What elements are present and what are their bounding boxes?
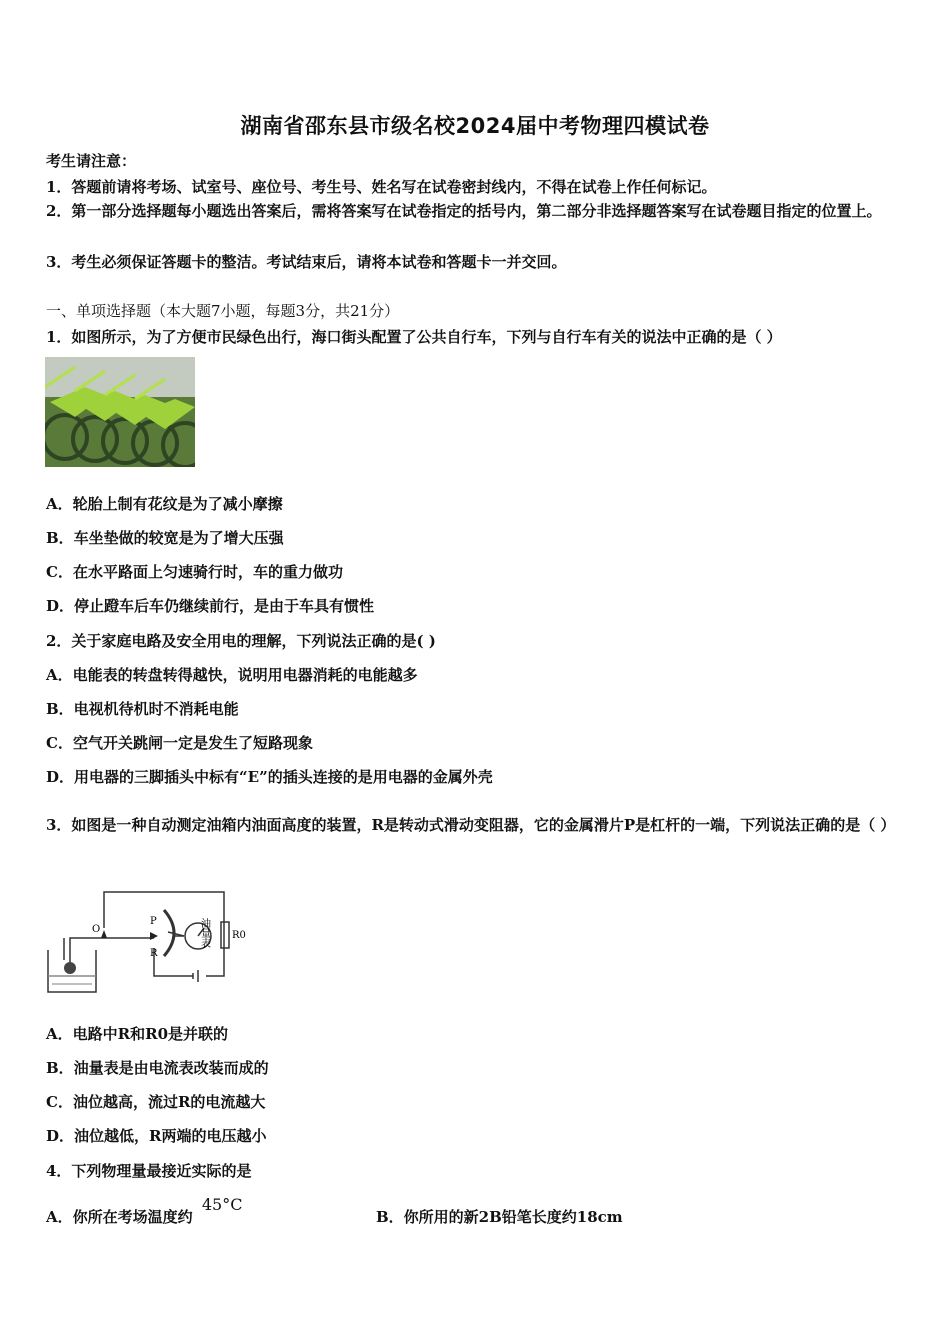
q3-stem: 3．如图是一种自动测定油箱内油面高度的装置，R是转动式滑动变阻器，它的金属滑片P是杠杆的一端，下列说法正确的是（ ） <box>46 816 896 834</box>
q1-option-a: A．轮胎上制有花纹是为了减小摩擦 <box>46 495 283 513</box>
label-o: O <box>92 924 101 935</box>
q1-option-d: D．停止蹬车后车仍继续前行，是由于车具有惯性 <box>46 597 375 615</box>
oil-gauge-circuit-diagram <box>46 888 256 998</box>
page-title: 湖南省邵东县市级名校2024届中考物理四模试卷 <box>240 114 710 138</box>
label-p: P <box>150 916 157 927</box>
label-meter: 油量表 <box>198 918 210 948</box>
q1-stem: 1．如图所示，为了方便市民绿色出行，海口街头配置了公共自行车，下列与自行车有关的说法中正确的是（ ） <box>46 328 782 346</box>
notice-item-1: 1．答题前请将考场、试室号、座位号、考生号、姓名写在试卷密封线内，不得在试卷上作任何标记。 <box>46 178 717 196</box>
notice-item-3: 3．考生必须保证答题卡的整洁。考试结束后，请将本试卷和答题卡一并交回。 <box>46 253 567 271</box>
q1-option-b: B．车坐垫做的较宽是为了增大压强 <box>46 529 284 547</box>
q4-option-a-text: A．你所在考场温度约 <box>46 1208 193 1226</box>
q3-option-d: D．油位越低，R两端的电压越小 <box>46 1127 267 1145</box>
q2-option-a: A．电能表的转盘转得越快，说明用电器消耗的电能越多 <box>46 666 418 684</box>
q1-option-c: C．在水平路面上匀速骑行时，车的重力做功 <box>46 563 343 581</box>
notice-item-2: 2．第一部分选择题每小题选出答案后，需将答案写在试卷指定的括号内，第二部分非选择题答案写在试卷题目指定的位置上。 <box>46 202 882 220</box>
q3-option-a: A．电路中R和R0是并联的 <box>46 1025 229 1043</box>
section-heading: 一、单项选择题（本大题7小题，每题3分，共21分） <box>46 302 400 320</box>
circuit-diagram-image <box>46 888 256 998</box>
label-r0: R0 <box>232 930 246 941</box>
q3-option-c: C．油位越高，流过R的电流越大 <box>46 1093 266 1111</box>
q4-option-a-value: 45°C <box>201 1195 243 1214</box>
q2-stem: 2．关于家庭电路及安全用电的理解，下列说法正确的是( ) <box>46 632 436 650</box>
q2-option-d: D．用电器的三脚插头中标有“E”的插头连接的是用电器的金属外壳 <box>46 768 493 786</box>
bicycle-photo <box>45 357 195 467</box>
label-r: R <box>150 948 158 959</box>
q4-option-b: B．你所用的新2B铅笔长度约18cm <box>376 1208 623 1226</box>
q4-stem: 4．下列物理量最接近实际的是 <box>46 1162 252 1180</box>
bicycle-photo-image <box>45 357 195 467</box>
q2-option-b: B．电视机待机时不消耗电能 <box>46 700 239 718</box>
notice-heading: 考生请注意： <box>46 152 137 170</box>
q3-option-b: B．油量表是由电流表改装而成的 <box>46 1059 269 1077</box>
q4-option-a <box>46 1195 243 1227</box>
q2-option-c: C．空气开关跳闸一定是发生了短路现象 <box>46 734 313 752</box>
